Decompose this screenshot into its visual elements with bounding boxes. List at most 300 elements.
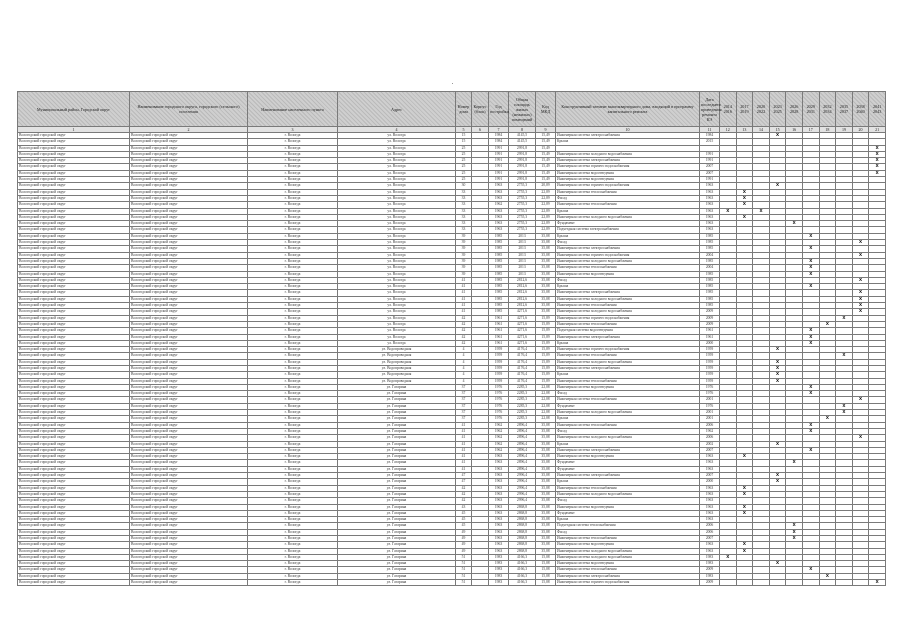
last-repair-cell: 1959 [700, 372, 720, 378]
element-cell: Инженерная система электроснабжения [556, 133, 700, 139]
element-cell: Крыша [556, 233, 700, 239]
street-cell: ул. Гагарина [338, 466, 456, 472]
period-mark-cell: x [802, 284, 819, 290]
locality-cell: г. Вологда [248, 567, 338, 573]
street-cell: ул. Вологда [338, 145, 456, 151]
locality-cell: г. Вологда [248, 441, 338, 447]
last-repair-cell: 2004 [700, 265, 720, 271]
year-built-cell: 1976 [489, 397, 509, 403]
settlement-cell: Вологодский городской округ [130, 347, 248, 353]
locality-cell: г. Вологда [248, 353, 338, 359]
last-repair-cell: 1962 [700, 428, 720, 434]
last-repair-cell: 2006 [700, 523, 720, 529]
street-cell: ул. Вологда [338, 252, 456, 258]
settlement-cell: Вологодский городской округ [130, 258, 248, 264]
element-cell: Инженерная система водоотведения [556, 170, 700, 176]
code-cell: 35,08 [536, 233, 556, 239]
last-repair-cell: 2009 [700, 321, 720, 327]
element-cell: Подъездная система теплоснабжения [556, 523, 700, 529]
column-number: 10 [556, 127, 700, 133]
house-number-cell: 41 [456, 284, 472, 290]
area-cell: 2755,3 [509, 221, 536, 227]
locality-cell: г. Вологда [248, 422, 338, 428]
column-number: 8 [509, 127, 536, 133]
code-cell: 15,08 [536, 554, 556, 560]
period-mark-cell [802, 580, 819, 586]
locality-cell: г. Вологда [248, 359, 338, 365]
settlement-cell: Вологодский городской округ [130, 309, 248, 315]
repair-schedule-table [17, 91, 886, 586]
house-number-cell: 25 [456, 170, 472, 176]
code-cell: 15,49 [536, 145, 556, 151]
house-number-cell: 33 [456, 214, 472, 220]
district-cell: Вологодский городской округ [18, 510, 130, 516]
year-built-cell: 1984 [489, 139, 509, 145]
area-cell: 2013 [509, 265, 536, 271]
house-number-cell: 25 [456, 177, 472, 183]
year-built-cell: 1963 [489, 189, 509, 195]
district-cell: Вологодский городской округ [18, 284, 130, 290]
code-cell: 15,09 [536, 353, 556, 359]
last-repair-cell: 1984 [700, 133, 720, 139]
last-repair-cell: 1991 [700, 177, 720, 183]
year-built-cell: 1983 [489, 561, 509, 567]
street-cell: ул. Гагарина [338, 580, 456, 586]
street-cell: ул. Вологда [338, 328, 456, 334]
settlement-cell: Вологодский городской округ [130, 529, 248, 535]
column-header: Общая площадь жилых (нежилых) помещений [509, 92, 536, 127]
street-cell: ул. Гагарина [338, 441, 456, 447]
year-built-cell: 1985 [489, 309, 509, 315]
period-mark-cell: x [802, 428, 819, 434]
element-cell: Инженерная система теплоснабжения [556, 189, 700, 195]
locality-cell: г. Вологда [248, 227, 338, 233]
element-cell: Фундамент [556, 460, 700, 466]
settlement-cell: Вологодский городской округ [130, 428, 248, 434]
area-cell: 2991,8 [509, 158, 536, 164]
area-cell: 2285,3 [509, 416, 536, 422]
area-cell: 2868,8 [509, 510, 536, 516]
element-cell: Инженерная система теплоснабжения [556, 567, 700, 573]
street-cell: ул. Гагарина [338, 561, 456, 567]
locality-cell: г. Вологда [248, 214, 338, 220]
house-number-cell: 39 [456, 258, 472, 264]
code-cell: 15,09 [536, 378, 556, 384]
last-repair-cell: 1963 [700, 485, 720, 491]
district-cell: Вологодский городской округ [18, 303, 130, 309]
district-cell: Вологодский городской округ [18, 391, 130, 397]
last-repair-cell: 1963 [700, 466, 720, 472]
house-number-cell: 30 [456, 183, 472, 189]
last-repair-cell: 1963 [700, 454, 720, 460]
settlement-cell: Вологодский городской округ [130, 145, 248, 151]
street-cell: ул. Вологда [338, 151, 456, 157]
header-row [18, 92, 886, 127]
capital-repair-program-sheet [17, 91, 885, 586]
code-cell: 35,08 [536, 491, 556, 497]
code-cell: 35,08 [536, 271, 556, 277]
district-cell: Вологодский городской округ [18, 158, 130, 164]
settlement-cell: Вологодский городской округ [130, 561, 248, 567]
last-repair-cell: 1959 [700, 378, 720, 384]
street-cell: ул. Гагарина [338, 523, 456, 529]
area-cell: 2812,6 [509, 290, 536, 296]
column-number: 7 [489, 127, 509, 133]
last-repair-cell: 2007 [700, 536, 720, 542]
year-built-cell: 1976 [489, 384, 509, 390]
column-header: Наименование населенного пункта [248, 92, 338, 127]
area-cell: 2285,3 [509, 397, 536, 403]
settlement-cell: Вологодский городской округ [130, 340, 248, 346]
year-built-cell: 1963 [489, 454, 509, 460]
period-mark-cell [753, 580, 770, 586]
house-number-cell: 42 [456, 321, 472, 327]
house-number-cell: 15 [456, 133, 472, 139]
house-number-cell: 45 [456, 510, 472, 516]
settlement-cell: Вологодский городской округ [130, 410, 248, 416]
period-mark-cell: x [869, 164, 886, 170]
area-cell: 2991,8 [509, 164, 536, 170]
street-cell: ул. Вологда [338, 214, 456, 220]
locality-cell: г. Вологда [248, 347, 338, 353]
code-cell: 35,08 [536, 542, 556, 548]
locality-cell: г. Вологда [248, 397, 338, 403]
last-repair-cell: 1963 [700, 542, 720, 548]
column-number: 5 [456, 127, 472, 133]
code-cell: 35,08 [536, 422, 556, 428]
last-repair-cell: 1963 [700, 202, 720, 208]
period-mark-cell: x [869, 151, 886, 157]
column-number: 9 [536, 127, 556, 133]
street-cell: ул. Вологда [338, 340, 456, 346]
district-cell: Вологодский городской округ [18, 548, 130, 554]
table-body [18, 133, 886, 586]
locality-cell: г. Вологда [248, 416, 338, 422]
year-built-cell: 1961 [489, 340, 509, 346]
element-cell: Инженерная система холодного водоснабжения [556, 214, 700, 220]
locality-cell: г. Вологда [248, 529, 338, 535]
code-cell: 35,08 [536, 252, 556, 258]
settlement-cell: Вологодский городской округ [130, 303, 248, 309]
district-cell: Вологодский городской округ [18, 410, 130, 416]
element-cell: Инженерная система электроснабжения [556, 573, 700, 579]
year-built-cell: 1959 [489, 365, 509, 371]
house-number-cell: 39 [456, 271, 472, 277]
locality-cell: г. Вологда [248, 296, 338, 302]
last-repair-cell: 1976 [700, 403, 720, 409]
element-cell: Крыша [556, 517, 700, 523]
element-cell: Инженерная система холодного водоснабжения [556, 554, 700, 560]
house-number-cell: 41 [456, 303, 472, 309]
period-mark-cell: x [769, 378, 786, 384]
locality-cell: г. Вологда [248, 403, 338, 409]
last-repair-cell: 1985 [700, 246, 720, 252]
settlement-cell: Вологодский городской округ [130, 133, 248, 139]
street-cell: ул. Водопроводная [338, 347, 456, 353]
last-repair-cell: 2007 [700, 164, 720, 170]
element-cell: Инженерная система горячего водоснабжения [556, 580, 700, 586]
area-cell: 4176,4 [509, 359, 536, 365]
settlement-cell: Вологодский городской округ [130, 183, 248, 189]
area-cell: 2991,8 [509, 151, 536, 157]
code-cell: 22,08 [536, 410, 556, 416]
year-built-cell: 1963 [489, 548, 509, 554]
area-cell: 2755,3 [509, 189, 536, 195]
code-cell: 15,49 [536, 133, 556, 139]
house-number-cell: 49 [456, 548, 472, 554]
year-built-cell: 1963 [489, 517, 509, 523]
locality-cell: г. Вологда [248, 504, 338, 510]
element-cell: Инженерная система электроснабжения [556, 365, 700, 371]
element-cell: Инженерная система холодного водоснабжения [556, 491, 700, 497]
street-cell: ул. Гагарина [338, 403, 456, 409]
element-cell: Подъездная система водоотведения [556, 328, 700, 334]
district-cell: Вологодский городской округ [18, 353, 130, 359]
house-number-cell: 41 [456, 290, 472, 296]
locality-cell: г. Вологда [248, 391, 338, 397]
year-built-cell: 1963 [489, 504, 509, 510]
code-cell: 15,49 [536, 170, 556, 176]
year-built-cell: 1985 [489, 296, 509, 302]
settlement-cell: Вологодский городской округ [130, 548, 248, 554]
period-mark-cell: x [802, 567, 819, 573]
period-mark-cell: x [769, 441, 786, 447]
house-number-cell: 47 [456, 473, 472, 479]
house-number-cell: 4 [456, 372, 472, 378]
code-cell: 22,08 [536, 384, 556, 390]
locality-cell: г. Вологда [248, 208, 338, 214]
year-built-cell: 1976 [489, 391, 509, 397]
code-cell: 15,08 [536, 573, 556, 579]
settlement-cell: Вологодский городской округ [130, 202, 248, 208]
column-header: Дата последнего проведения ремонта КЭ [700, 92, 720, 127]
year-built-cell: 1963 [489, 473, 509, 479]
period-mark-cell: x [802, 265, 819, 271]
street-cell: ул. Водопроводная [338, 359, 456, 365]
locality-cell: г. Вологда [248, 410, 338, 416]
block-cell [472, 580, 489, 586]
locality-cell: г. Вологда [248, 258, 338, 264]
area-cell: 2868,8 [509, 504, 536, 510]
year-built-cell: 1963 [489, 479, 509, 485]
house-number-cell: 41 [456, 447, 472, 453]
element-cell: Инженерная система водоотведения [556, 177, 700, 183]
year-built-cell: 1991 [489, 145, 509, 151]
district-cell: Вологодский городской округ [18, 277, 130, 283]
area-cell: 4271,6 [509, 315, 536, 321]
code-cell: 35,08 [536, 435, 556, 441]
last-repair-cell: 2001 [700, 410, 720, 416]
settlement-cell: Вологодский городской округ [130, 580, 248, 586]
element-cell: Инженерная система холодного водоснабжения [556, 296, 700, 302]
code-cell: 22,08 [536, 416, 556, 422]
element-cell: Фундамент [556, 221, 700, 227]
district-cell: Вологодский городской округ [18, 435, 130, 441]
period-mark-cell [736, 580, 753, 586]
district-cell: Вологодский городской округ [18, 309, 130, 315]
year-built-cell: 1961 [489, 315, 509, 321]
element-cell: Инженерная система холодного водоснабжения [556, 435, 700, 441]
period-mark-cell: x [769, 133, 786, 139]
period-mark-cell: x [852, 435, 869, 441]
period-mark-cell [819, 580, 836, 586]
locality-cell: г. Вологда [248, 290, 338, 296]
area-cell: 2868,8 [509, 548, 536, 554]
column-number: 11 [700, 127, 720, 133]
district-cell: Вологодский городской округ [18, 567, 130, 573]
locality-cell: г. Вологда [248, 573, 338, 579]
street-cell: ул. Гагарина [338, 567, 456, 573]
district-cell: Вологодский городской округ [18, 359, 130, 365]
column-number: 17 [802, 127, 819, 133]
district-cell: Вологодский городской округ [18, 170, 130, 176]
house-number-cell: 33 [456, 202, 472, 208]
area-cell: 2991,8 [509, 170, 536, 176]
year-built-cell: 1983 [489, 554, 509, 560]
settlement-cell: Вологодский городской округ [130, 567, 248, 573]
district-cell: Вологодский городской округ [18, 189, 130, 195]
district-cell: Вологодский городской округ [18, 365, 130, 371]
code-cell: 35,08 [536, 479, 556, 485]
period-mark-cell: x [720, 208, 737, 214]
code-cell: 35,08 [536, 296, 556, 302]
street-cell: ул. Вологда [338, 170, 456, 176]
period-mark-cell: x [769, 347, 786, 353]
column-number: 16 [786, 127, 803, 133]
element-cell: Инженерная система холодного водоснабжения [556, 151, 700, 157]
house-number-cell: 25 [456, 164, 472, 170]
settlement-cell: Вологодский городской округ [130, 485, 248, 491]
year-built-cell: 1985 [489, 290, 509, 296]
settlement-cell: Вологодский городской округ [130, 510, 248, 516]
code-cell: 15,09 [536, 347, 556, 353]
settlement-cell: Вологодский городской округ [130, 536, 248, 542]
area-cell: 2896,4 [509, 454, 536, 460]
house-number-cell: 37 [456, 391, 472, 397]
code-cell: 15,09 [536, 315, 556, 321]
element-cell: Инженерная система электроснабжения [556, 447, 700, 453]
street-cell: ул. Гагарина [338, 517, 456, 523]
street-cell: ул. Вологда [338, 321, 456, 327]
code-cell: 35,08 [536, 517, 556, 523]
column-header: Год постройки [489, 92, 509, 127]
year-built-cell: 1984 [489, 133, 509, 139]
area-cell: 2755,3 [509, 202, 536, 208]
settlement-cell: Вологодский городской округ [130, 158, 248, 164]
year-built-cell: 1963 [489, 523, 509, 529]
code-cell: 35,08 [536, 447, 556, 453]
element-cell: Инженерная система водоотведения [556, 504, 700, 510]
column-number: 15 [769, 127, 786, 133]
code-cell: 22,09 [536, 189, 556, 195]
year-built-cell: 1963 [489, 183, 509, 189]
last-repair-cell: 1963 [700, 214, 720, 220]
code-cell: 22,09 [536, 227, 556, 233]
last-repair-cell: 1963 [700, 517, 720, 523]
code-cell: 20,09 [536, 183, 556, 189]
period-mark-cell: x [802, 246, 819, 252]
district-cell: Вологодский городской округ [18, 233, 130, 239]
settlement-cell: Вологодский городской округ [130, 214, 248, 220]
code-cell: 35,08 [536, 504, 556, 510]
code-cell: 35,08 [536, 265, 556, 271]
period-mark-cell: x [802, 391, 819, 397]
year-built-cell: 1991 [489, 158, 509, 164]
district-cell: Вологодский городской округ [18, 321, 130, 327]
element-cell: Инженерная система электроснабжения [556, 334, 700, 340]
house-number-cell: 15 [456, 139, 472, 145]
street-cell: ул. Гагарина [338, 529, 456, 535]
area-cell: 2896,4 [509, 441, 536, 447]
area-cell: 4176,4 [509, 347, 536, 353]
street-cell: ул. Гагарина [338, 479, 456, 485]
code-cell: 15,49 [536, 158, 556, 164]
area-cell: 4166,3 [509, 561, 536, 567]
street-cell: ул. Водопроводная [338, 372, 456, 378]
column-header: Код МКД [536, 92, 556, 127]
settlement-cell: Вологодский городской округ [130, 170, 248, 176]
locality-cell: г. Вологда [248, 365, 338, 371]
code-cell: 35,08 [536, 284, 556, 290]
year-built-cell: 1985 [489, 258, 509, 264]
column-header: 2017 2019 [736, 92, 753, 127]
house-number-cell: 49 [456, 536, 472, 542]
year-built-cell: 1963 [489, 460, 509, 466]
year-built-cell: 1962 [489, 428, 509, 434]
year-built-cell: 1985 [489, 240, 509, 246]
locality-cell: г. Вологда [248, 145, 338, 151]
year-built-cell: 1959 [489, 347, 509, 353]
settlement-cell: Вологодский городской округ [130, 384, 248, 390]
district-cell: Вологодский городской округ [18, 177, 130, 183]
last-repair-cell: 1983 [700, 573, 720, 579]
district-cell: Вологодский городской округ [18, 485, 130, 491]
district-cell: Вологодский городской округ [18, 536, 130, 542]
element-cell: Инженерная система электроснабжения [556, 246, 700, 252]
area-cell: 2812,6 [509, 284, 536, 290]
code-cell: 15,09 [536, 334, 556, 340]
period-mark-cell: x [802, 233, 819, 239]
element-cell: Инженерная система электроснабжения [556, 473, 700, 479]
house-number-cell: 41 [456, 441, 472, 447]
settlement-cell: Вологодский городской округ [130, 460, 248, 466]
element-cell: Инженерная система теплоснабжения [556, 485, 700, 491]
house-number-cell: 33 [456, 189, 472, 195]
element-cell: Инженерная система холодного водоснабжения [556, 410, 700, 416]
district-cell: Вологодский городской округ [18, 372, 130, 378]
area-cell: 4145,5 [509, 133, 536, 139]
house-number-cell: 42 [456, 315, 472, 321]
locality-cell: г. Вологда [248, 202, 338, 208]
last-repair-cell: 1985 [700, 240, 720, 246]
locality-cell: г. Вологда [248, 536, 338, 542]
element-cell: Инженерная система теплоснабжения [556, 303, 700, 309]
settlement-cell: Вологодский городской округ [130, 473, 248, 479]
settlement-cell: Вологодский городской округ [130, 441, 248, 447]
settlement-cell: Вологодский городской округ [130, 378, 248, 384]
code-cell: 35,08 [536, 466, 556, 472]
last-repair-cell: 1985 [700, 284, 720, 290]
code-cell: 35,08 [536, 258, 556, 264]
house-number-cell: 42 [456, 328, 472, 334]
house-number-cell: 42 [456, 491, 472, 497]
house-number-cell: 4 [456, 359, 472, 365]
period-mark-cell: x [802, 447, 819, 453]
year-built-cell: 1962 [489, 435, 509, 441]
period-mark-cell: x [786, 221, 803, 227]
period-mark-cell: x [819, 321, 836, 327]
locality-cell: г. Вологда [248, 158, 338, 164]
